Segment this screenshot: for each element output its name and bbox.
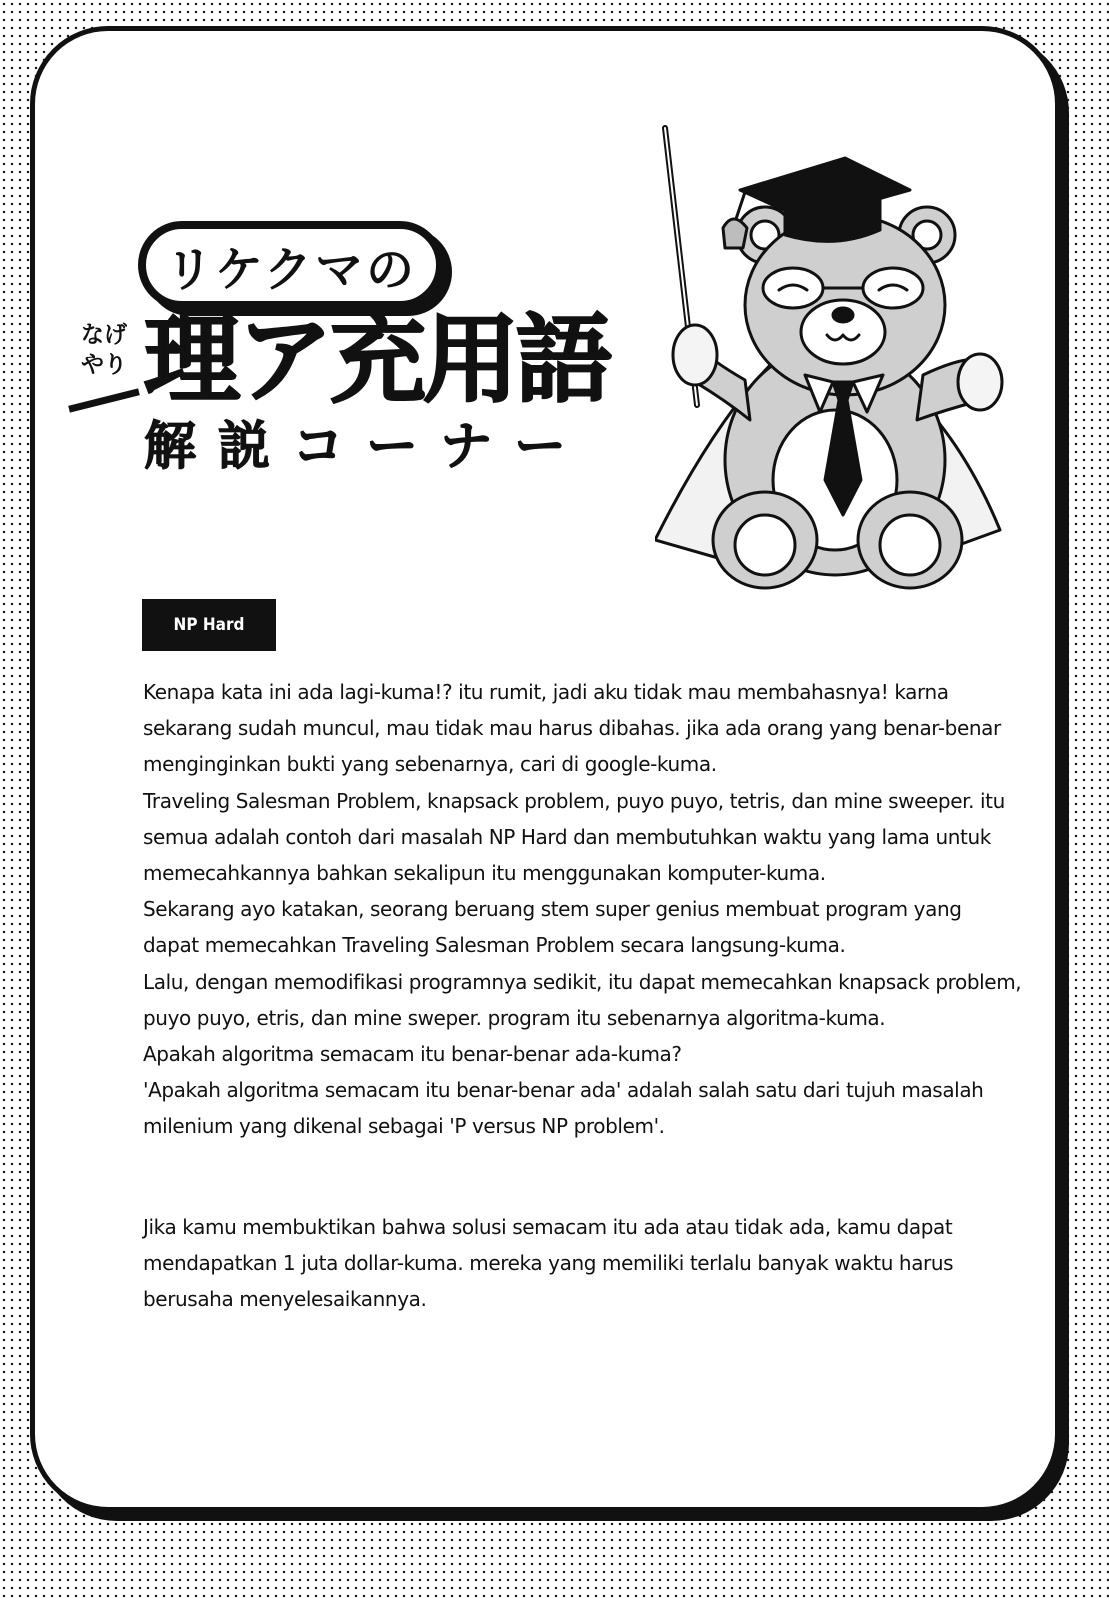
text-line: 'Apakah algoritma semacam itu benar-benar ada' adalah salah satu dari tujuh masalah: [143, 1078, 984, 1103]
text-line: Sekarang ayo katakan, seorang beruang stem super genius membuat program yang: [143, 897, 962, 922]
text-line: sekarang sudah muncul, mau tidak mau harus dibahas. jika ada orang yang benar-benar: [143, 716, 1001, 741]
text-line: menginginkan bukti yang sebenarnya, cari di google-kuma.: [143, 752, 717, 777]
sub-title: 解説コーナー: [144, 417, 589, 477]
section-label: NP Hard: [142, 599, 276, 651]
nageyari-line-1: なげ: [81, 322, 127, 348]
text-line: semua adalah contoh dari masalah NP Hard dan membutuhkan waktu yang lama untuk: [143, 824, 991, 849]
text-line: puyo puyo, etris, dan mine sweper. program itu sebenarnya algoritma-kuma.: [143, 1005, 886, 1030]
text-line: memecahkannya bahkan sekalipun itu menggunakan komputer-kuma.: [143, 861, 826, 886]
main-title: 理ア充用語: [144, 304, 609, 416]
explanation-text: [143, 674, 1022, 1317]
text-line: Traveling Salesman Problem, knapsack problem, puyo puyo, tetris, dan mine sweeper. itu: [143, 788, 1005, 813]
professor-bear-icon: [655, 120, 1010, 600]
text-line: Jika kamu membuktikan bahwa solusi semacam itu ada atau tidak ada, kamu dapat: [143, 1214, 953, 1239]
text-line: milenium yang dikenal sebagai 'P versus NP problem'.: [143, 1114, 665, 1139]
text-line: mendapatkan 1 juta dollar-kuma. mereka yang memiliki terlalu banyak waktu harus: [143, 1250, 954, 1275]
text-line: Apakah algoritma semacam itu benar-benar ada-kuma?: [143, 1042, 682, 1067]
text-line: Kenapa kata ini ada lagi-kuma!? itu rumit, jadi aku tidak mau membahasnya! karna: [143, 680, 949, 704]
text-line: dapat memecahkan Traveling Salesman Problem secara langsung-kuma.: [143, 933, 846, 958]
corner-title: [60, 215, 700, 495]
title-pill: リケクマの: [138, 221, 444, 309]
nageyari-line-2: やり: [81, 352, 127, 378]
text-line: berusaha menyelesaikannya.: [143, 1287, 427, 1312]
paragraph-gap: [143, 1145, 1003, 1209]
text-line: Lalu, dengan memodifikasi programnya sedikit, itu dapat memecahkan knapsack problem,: [143, 969, 1022, 994]
